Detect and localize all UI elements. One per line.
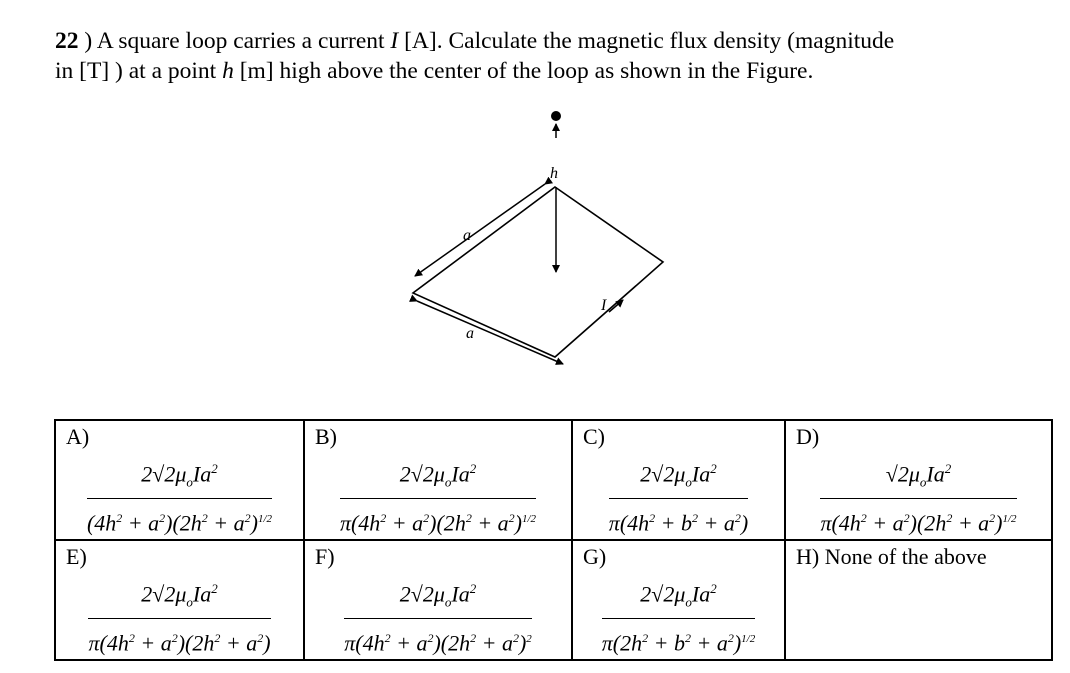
option-label: E) (66, 544, 87, 569)
formula-denominator: $\pi(2h^2 + b^2 + a^2)^{1/2}$ (602, 618, 755, 658)
option-label: B) (315, 424, 337, 449)
formula-denominator: $(4h^2 + a^2)(2h^2 + a^2)^{1/2}$ (87, 498, 272, 538)
current-arrow (609, 300, 623, 312)
formula-denominator: $\pi(4h^2 + b^2 + a^2)$ (609, 498, 748, 538)
option-h-text: H) None of the above (796, 544, 987, 569)
label-current: I (601, 297, 607, 314)
formula-denominator: $\pi(4h^2 + a^2)(2h^2 + a^2)$ (88, 618, 270, 658)
option-c[interactable] (572, 420, 785, 540)
question-text-part: ) A square loop carries a current (78, 28, 391, 54)
question-number: 22 (55, 28, 79, 54)
label-a-top: a (463, 227, 471, 244)
option-h[interactable] (785, 540, 1052, 660)
formula-denominator: $\pi(4h^2 + a^2)(2h^2 + a^2)^{1/2}$ (820, 498, 1016, 538)
label-a-bottom: a (466, 325, 474, 342)
question-text (55, 26, 1035, 86)
label-h: h (550, 165, 558, 182)
option-a-formula (56, 454, 303, 538)
option-label: G) (583, 544, 607, 569)
option-d[interactable] (785, 420, 1052, 540)
square-loop-figure (395, 100, 665, 375)
formula-numerator: $2√2\mu_oIa^2$ (141, 581, 218, 610)
option-e-formula (56, 574, 303, 658)
option-label: D) (796, 424, 820, 449)
field-point (551, 111, 561, 121)
height-variable: h (222, 58, 234, 84)
option-g-formula (573, 574, 784, 658)
square-loop (413, 187, 663, 357)
formula-numerator: $2√2\mu_oIa^2$ (640, 581, 717, 610)
question-text-part: [m] high above the center of the loop as shown in the Figure. (233, 58, 814, 84)
option-g[interactable] (572, 540, 785, 660)
question-text-part: in [T] ) at a point (55, 58, 223, 84)
dimension-a-arrow-2 (417, 301, 563, 364)
option-b-formula (305, 454, 571, 538)
option-label: F) (315, 544, 335, 569)
formula-numerator: $2√2\mu_oIa^2$ (399, 581, 477, 610)
option-label: A) (66, 424, 90, 449)
current-variable: I (390, 28, 399, 54)
formula-denominator: $\pi(4h^2 + a^2)(2h^2 + a^2)^2$ (344, 618, 532, 658)
question-text-part: [A]. Calculate the magnetic flux density (magnitude (398, 28, 895, 54)
option-e[interactable] (55, 540, 304, 660)
option-c-formula (573, 454, 784, 538)
formula-denominator: $\pi(4h^2 + a^2)(2h^2 + a^2)^{1/2}$ (340, 498, 536, 538)
formula-numerator: $2√2\mu_oIa^2$ (141, 461, 218, 490)
formula-numerator: $2√2\mu_oIa^2$ (399, 461, 477, 490)
option-a[interactable] (55, 420, 304, 540)
formula-numerator: $√2\mu_oIa^2$ (885, 461, 952, 490)
dimension-a-arrow-1 (415, 184, 545, 276)
option-f[interactable] (304, 540, 572, 660)
answer-options-table (54, 419, 1053, 661)
option-d-formula (786, 454, 1051, 538)
formula-numerator: $2√2\mu_oIa^2$ (640, 461, 717, 490)
option-b[interactable] (304, 420, 572, 540)
option-label: C) (583, 424, 605, 449)
option-f-formula (305, 574, 571, 658)
